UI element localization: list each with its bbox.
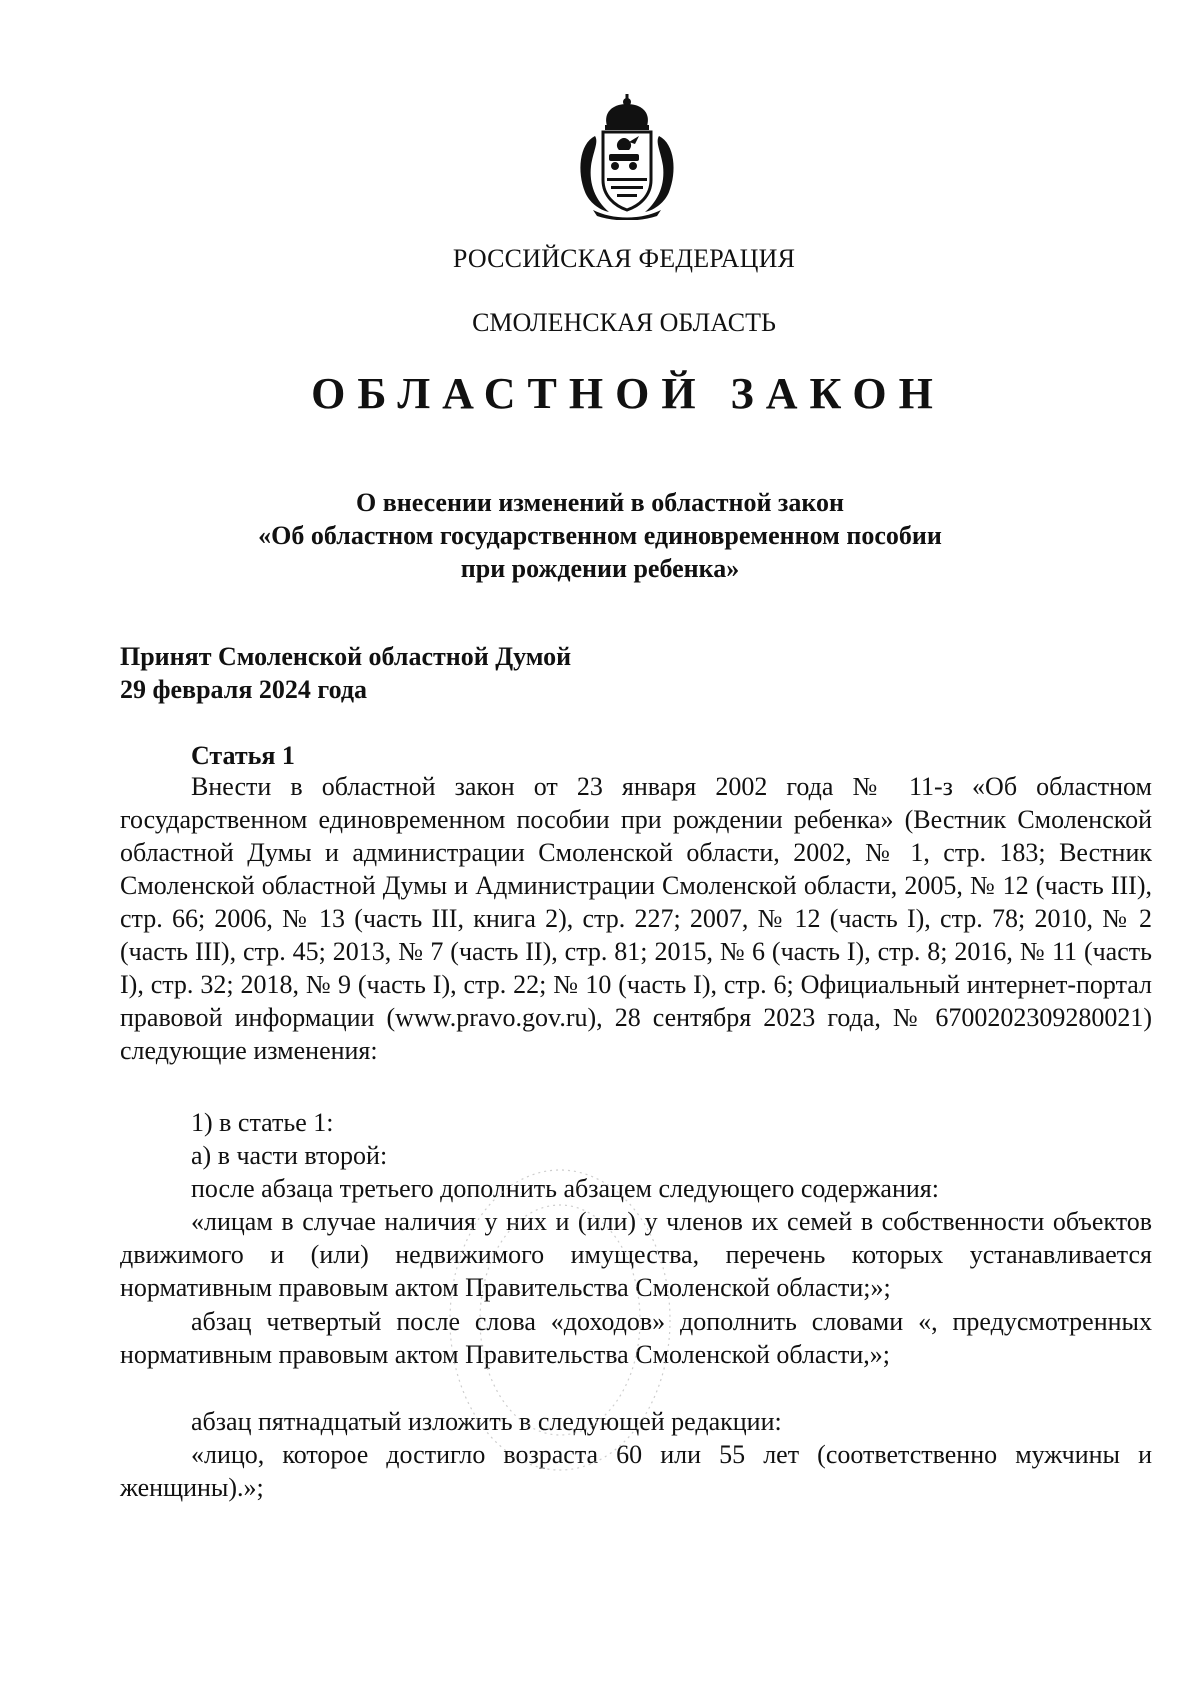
region-name: СМОЛЕНСКАЯ ОБЛАСТЬ [472, 308, 776, 337]
document-type: ОБЛАСТНОЙ ЗАКОН [311, 369, 945, 418]
law-title-line-3: при рождении ребенка» [460, 554, 740, 583]
law-title-line-2: «Об областном государственном единовременном пособии [258, 521, 942, 550]
fifteenth-paragraph-amendment: абзац пятнадцатый изложить в следующей редакции: [191, 1407, 782, 1436]
adoption-block [120, 640, 571, 706]
quoted-insertion-1: «лицам в случае наличия у них и (или) у членов их семей в собственности объектов движимого и (или) недвижимого имущества, перечень которых устанавливается нормативным правовым актом Правительства Смоленской области;»; [120, 1207, 1152, 1302]
article-intro-paragraph: Внести в областной закон от 23 января 2002 года № 11-з «Об областном государственном единовременном пособии при рождении ребенка» (Вестник Смоленской областной Думы и администрации Смоленской области, 2002, № 1, стр. 183; Вестник Смоленской областной Думы и Администрации Смоленской области, 2005, № 12 (часть III), стр. 66; 2006, № 13 (часть III, книга 2), стр. 227; 2007, № 12 (часть I), стр. 78; 2010, № 2 (часть III), стр. 45; 2013, № 7 (часть II), стр. 81; 2015, № 6 (часть I), стр. 8; 2016, № 11 (часть I), стр. 32; 2018, № 9 (часть I), стр. 22; № 10 (часть I), стр. 6; Официальный интернет-портал правовой информации (www.pravo.gov.ru), 28 сентября 2023 года, № 6700202309280021) следующие изменения: [120, 772, 1152, 1065]
law-title [0, 486, 1200, 585]
after-third-paragraph: после абзаца третьего дополнить абзацем следующего содержания: [191, 1174, 939, 1203]
item-1: 1) в статье 1: [191, 1108, 334, 1137]
faint-stamp-icon [430, 1150, 690, 1490]
article-heading: Статья 1 [191, 741, 295, 770]
quoted-insertion-2: «лицо, которое достигло возраста 60 или 55 лет (соответственно мужчины и женщины).»; [120, 1440, 1152, 1502]
country-name: РОССИЙСКАЯ ФЕДЕРАЦИЯ [452, 244, 796, 273]
adoption-date: 29 февраля 2024 года [120, 675, 367, 704]
coat-of-arms-icon [573, 92, 681, 220]
law-title-line-1: О внесении изменений в областной закон [355, 488, 845, 517]
item-1a: а) в части второй: [191, 1141, 388, 1170]
adoption-body: Принят Смоленской областной Думой [120, 642, 572, 671]
fourth-paragraph-amendment: абзац четвертый после слова «доходов» дополнить словами «, предусмотренных нормативным правовым актом Правительства Смоленской области,»; [120, 1307, 1152, 1369]
